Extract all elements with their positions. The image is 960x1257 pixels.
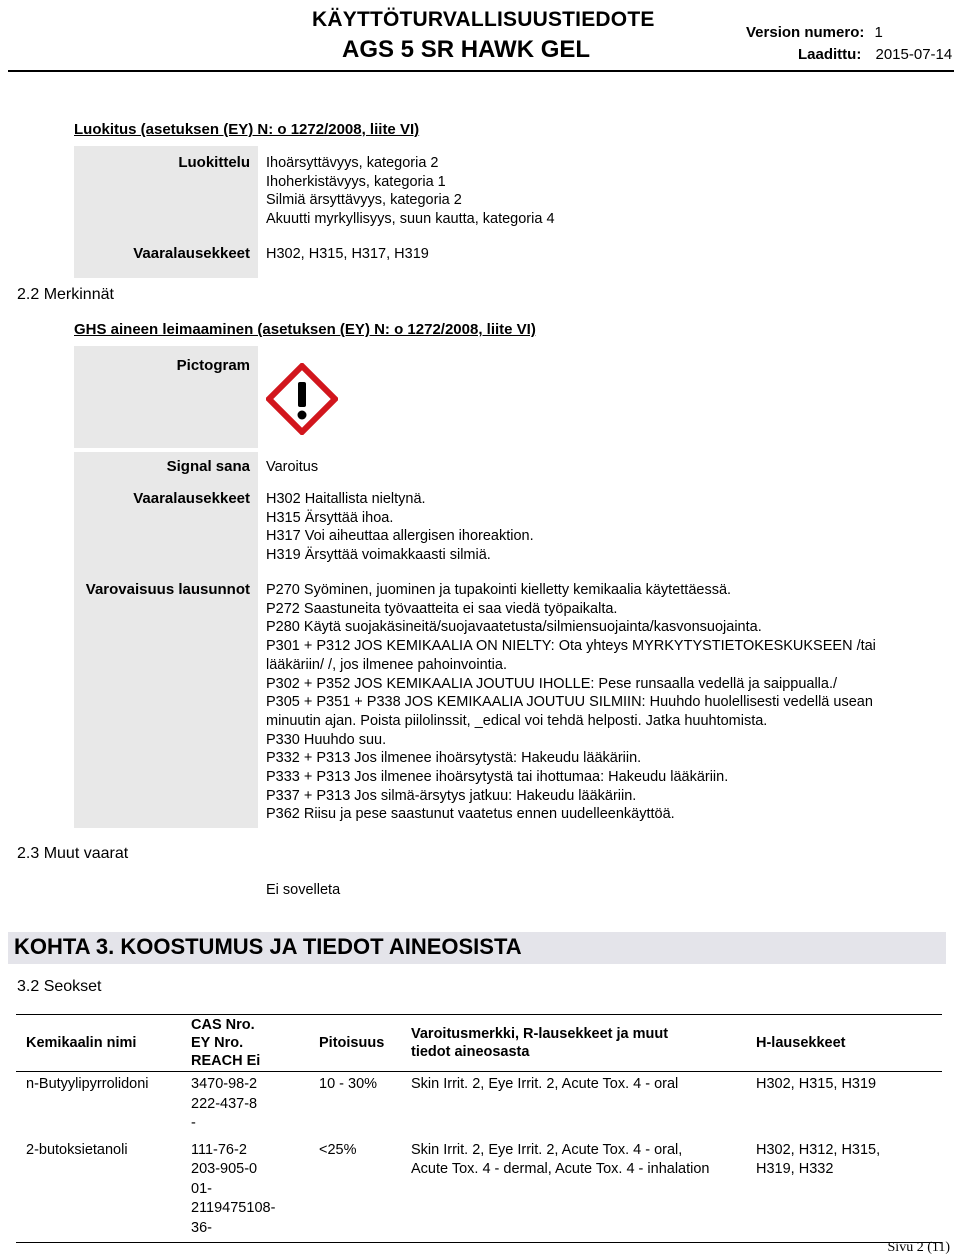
header-h-statements: H-lausekkeet: [756, 1035, 846, 1051]
concentration-cell: <25%: [319, 1141, 357, 1158]
precautionary-statement: P301 + P312 JOS KEMIKAALIA ON NIELTY: Ota yhteys MYRKYTYSTIETOKESKUKSEEN /tai: [266, 638, 876, 655]
hazard-statement: H315 Ärsyttää ihoa.: [266, 509, 394, 526]
luokittelu-item: Silmiä ärsyttävyys, kategoria 2: [266, 192, 462, 209]
precautionary-statements-label: Varovaisuus lausunnot: [85, 581, 250, 598]
section-3-2-heading: 3.2 Seokset: [17, 978, 102, 995]
section-2-3-heading: 2.3 Muut vaarat: [17, 845, 129, 862]
header-chemical-name: Kemikaalin nimi: [26, 1035, 137, 1051]
precautionary-statement: P280 Käytä suojakäsineitä/suojavaatetusta/silmiensuojainta/kasvonsuojainta.: [266, 619, 762, 636]
identifiers-cell: 111-76-2 203-905-0 01- 2119475108- 36-: [191, 1141, 276, 1236]
mixture-components-table: [16, 1014, 942, 1243]
classification-hazard-label: Vaaralausekkeet: [133, 245, 250, 262]
date-label: Laadittu:: [798, 46, 862, 63]
version-label: Version numero:: [746, 24, 865, 41]
hazard-statement: H302 Haitallista nieltynä.: [266, 491, 426, 507]
precautionary-statement: P362 Riisu ja pese saastunut vaatetus ennen uudelleenkäyttöä.: [266, 806, 675, 823]
luokittelu-item: Akuutti myrkyllisyys, suun kautta, kategoria 4: [266, 211, 555, 228]
document-title: KÄYTTÖTURVALLISUUSTIEDOTE: [312, 8, 655, 31]
concentration-cell: 10 - 30%: [319, 1076, 378, 1092]
signal-word-label: Signal sana: [166, 458, 250, 475]
other-hazards-value: Ei sovelleta: [266, 882, 341, 898]
precautionary-statement: P270 Syöminen, juominen ja tupakointi kielletty kemikaalia käytettäessä.: [266, 582, 732, 598]
labelling-label-column: [74, 452, 258, 828]
header-concentration: Pitoisuus: [319, 1035, 385, 1051]
precautionary-statement: P332 + P313 Jos ilmenee ihoärsytystä: Hakeudu lääkäriin.: [266, 750, 642, 767]
version-info: [746, 24, 883, 41]
h-statements-cell: H302, H315, H319: [756, 1076, 877, 1092]
section-3-banner: [8, 932, 946, 964]
classification-hazard-value: H302, H315, H317, H319: [266, 246, 429, 262]
product-name: AGS 5 SR HAWK GEL: [342, 36, 591, 63]
identifiers-cell: 3470-98-2 222-437-8 -: [191, 1076, 258, 1131]
hazard-statements-list: [266, 490, 534, 565]
precautionary-statement: P272 Saastuneita työvaatteita ei saa viedä työpaikalta.: [266, 600, 618, 617]
precautionary-statement: P337 + P313 Jos silmä-ärsytys jatkuu: Hakeudu lääkäriin.: [266, 787, 637, 804]
hazard-statement: H319 Ärsyttää voimakkaasti silmiä.: [266, 547, 491, 564]
hazard-statements-label: Vaaralausekkeet: [133, 490, 250, 507]
precautionary-statement: P305 + P351 + P338 JOS KEMIKAALIA JOUTUU SILMIIN: Huuhdo huolellisesti vedellä usean: [266, 694, 873, 711]
header-rule: [8, 70, 954, 72]
pictogram-label: Pictogram: [176, 357, 250, 374]
ghs07-exclamation-icon: [266, 363, 338, 435]
precautionary-statement: P330 Huuhdo suu.: [266, 731, 387, 748]
table-header-row: [16, 1015, 942, 1072]
signal-word-value: Varoitus: [266, 459, 319, 475]
chemical-name-cell: 2-butoksietanoli: [26, 1141, 128, 1158]
date-value: 2015-07-14: [875, 46, 953, 63]
labels-cell: Skin Irrit. 2, Eye Irrit. 2, Acute Tox. 4 - oral: [411, 1076, 679, 1092]
precautionary-statements-list: [266, 581, 876, 824]
luokittelu-label: Luokittelu: [178, 154, 250, 171]
page-number: Sivu 2 (11): [887, 1240, 950, 1255]
chemical-name-cell: n-Butyylipyrrolidoni: [26, 1076, 149, 1092]
header-labels: Varoitusmerkki, R-lausekkeet ja muut tiedot aineosasta: [411, 1026, 669, 1060]
table-row: [16, 1072, 942, 1138]
header-identifiers: CAS Nro. EY Nro. REACH Ei: [191, 1017, 261, 1069]
section-3-title: KOHTA 3. KOOSTUMUS JA TIEDOT AINEOSISTA: [14, 934, 522, 959]
precautionary-statement: lääkäriin/ /, jos ilmenee pahoinvointia.: [266, 656, 507, 673]
precautionary-statement: minuutin ajan. Poista piilolinssit, _edical voi tehdä helposti. Jatka huuhtomista.: [266, 712, 768, 729]
hazard-statement: H317 Voi aiheuttaa allergisen ihoreaktion.: [266, 528, 534, 545]
classification-title: Luokitus (asetuksen (EY) N: o 1272/2008, liite VI): [74, 121, 420, 138]
section-2-2-heading: 2.2 Merkinnät: [17, 286, 114, 303]
luokittelu-item: Ihoärsyttävyys, kategoria 2: [266, 155, 439, 171]
labelling-title: GHS aineen leimaaminen (asetuksen (EY) N: o 1272/2008, liite VI): [74, 321, 536, 338]
precautionary-statement: P302 + P352 JOS KEMIKAALIA JOUTUU IHOLLE: Pese runsaalla vedellä ja saippualla./: [266, 675, 838, 692]
h-statements-cell: H302, H312, H315, H319, H332: [756, 1141, 881, 1177]
version-value: 1: [874, 24, 883, 41]
labels-cell: Skin Irrit. 2, Eye Irrit. 2, Acute Tox. 4 - oral, Acute Tox. 4 - dermal, Acute Tox. 4 - inhalation: [411, 1141, 710, 1177]
luokittelu-item: Ihoherkistävyys, kategoria 1: [266, 173, 446, 190]
luokittelu-values: [266, 154, 555, 229]
date-info: [798, 46, 952, 63]
table-row: [16, 1138, 942, 1243]
precautionary-statement: P333 + P313 Jos ilmenee ihoärsytystä tai ihottumaa: Hakeudu lääkäriin.: [266, 769, 729, 786]
